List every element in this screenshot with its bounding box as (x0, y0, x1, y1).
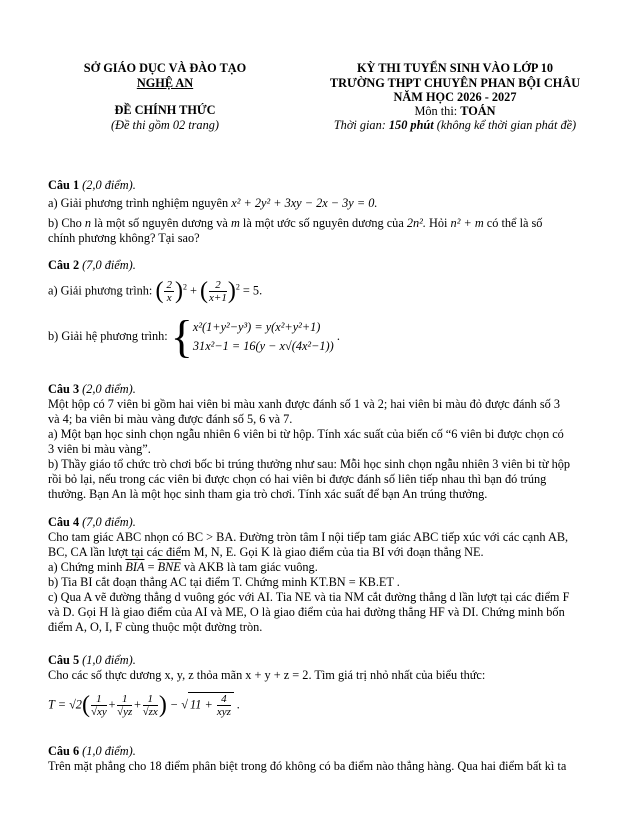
q5-expression: T = √2( $\frac{1}{√xy}$ + $\frac{1}{√yz}$ + $\frac{1}{√zx}$ ) − √ 11 + $\frac{4}{\text{xyz}}$ . (48, 692, 241, 719)
q2-a-tail: = 5. (242, 283, 263, 298)
q4-part-a (48, 560, 610, 575)
q1-b-t5: có thể là số (483, 216, 543, 230)
q2-b-eq1: x²(1+y²−y³) = y(x²+y²+1) (192, 320, 321, 335)
time-line (290, 118, 620, 133)
q6-p1: Trên mặt phẳng cho 18 điểm phân biệt trong đó không có ba điểm nào thẳng hàng. Qua hai điểm bất kì ta (48, 759, 567, 773)
q4-c2: và D. Gọi H là giao điểm của AI và ME, O là giao điểm của hai đường thẳng HF và DI. Chứng minh bốn (48, 605, 565, 619)
q1-b-m: m (230, 216, 240, 230)
exam-title: KỲ THI TUYỂN SINH VÀO LỚP 10 (356, 61, 554, 75)
q4-a-post: và AKB là tam giác vuông. (180, 560, 318, 574)
q2-a-text: a) Giải phương trình: (48, 283, 156, 298)
question-3-title (48, 382, 610, 397)
q2-b-text: b) Giải hệ phương trình: (48, 329, 171, 344)
q5-f3d: √zx (142, 706, 158, 719)
q4-p2: BC, CA lần lượt tại các điểm M, N, E. Gọi K là giao điểm của tia BI với đoạn thẳng NE. (48, 545, 484, 559)
q5-f4d: xyz (216, 706, 231, 719)
q2-frac1 (164, 279, 174, 304)
province-name (60, 76, 270, 91)
q2-title-text: Câu 2 (48, 258, 80, 272)
q3-p1: Một hộp có 7 viên bi gồm hai viên bi màu xanh được đánh số 1 và 2; hai viên bi màu đỏ được đánh số 3 (48, 397, 560, 411)
q5-points: (1,0 điểm). (79, 653, 136, 667)
q4-points: (7,0 điểm). (79, 515, 136, 529)
q1-b-t4: Hỏi (425, 216, 451, 230)
question-2 (48, 258, 610, 363)
q5-p1: Cho các số thực dương x, y, z thỏa mãn x + y + z = 2. Tìm giá trị nhỏ nhất của biểu thức: (48, 668, 486, 682)
q5-frac2 (117, 693, 132, 718)
question-1 (48, 178, 610, 246)
q5-f2d: √yz (117, 706, 133, 719)
q2-frac2-num: 2 (209, 279, 227, 292)
q2-frac1-num: 2 (166, 279, 172, 292)
q4-b1: b) Tia BI cắt đoạn thẳng AC tại điểm T. Chứng minh KT.BN = KB.ET . (48, 575, 400, 589)
q2-frac2-den: x+1 (209, 292, 227, 305)
q4-title-text: Câu 4 (48, 515, 80, 529)
q1-part-b (48, 216, 610, 231)
q5-f2n: 1 (117, 693, 132, 706)
q5-f1n: 1 (91, 693, 107, 706)
question-1-title (48, 178, 610, 193)
q5-frac4 (217, 693, 231, 718)
q2-frac1-den: x (166, 292, 172, 305)
q3-b1: b) Thầy giáo tổ chức trò chơi bốc bi trúng thưởng như sau: Mỗi học sinh chọn ngẫu nhiên 3 viên bi từ hộp (48, 457, 571, 471)
q1-points: (2,0 điểm). (79, 178, 136, 192)
q6-points: (1,0 điểm). (79, 744, 136, 758)
q5-f3n: 1 (143, 693, 158, 706)
province-text: NGHỆ AN (136, 76, 194, 90)
q2-b-eq2: 31x²−1 = 16(y − x√(4x²−1)) (192, 339, 334, 354)
question-6 (48, 744, 610, 774)
official-label: ĐỀ CHÍNH THỨC (114, 103, 216, 117)
time-value: 150 phút (388, 118, 434, 132)
q5-frac3 (143, 693, 158, 718)
question-2-title (48, 258, 610, 273)
school-year: NĂM HỌC 2026 - 2027 (393, 90, 517, 104)
q4-a-pre: a) Chứng minh (48, 560, 126, 574)
time-note: (không kể thời gian phát đề) (433, 118, 577, 132)
q1-a-equation: x² + 2y² + 3xy − 2x − 3y = 0. (231, 196, 378, 210)
q4-a-eq: = (144, 560, 158, 574)
q5-frac1 (91, 693, 107, 718)
q1-a-text: a) Giải phương trình nghiệm nguyên (48, 196, 232, 210)
q4-c3: điểm A, O, I, F cùng thuộc một đường tròn. (48, 620, 263, 634)
q3-title-text: Câu 3 (48, 382, 80, 396)
q4-c1: c) Qua A vẽ đường thẳng d vuông góc với AI. Tia NE và tia NM cắt đường thẳng d lần lượt tại các điểm F (48, 590, 570, 604)
q2-part-b: b) Giải hệ phương trình: { x²(1+y²−y³) = y(x²+y²+1) 31x²−1 = 16(y − x√(4x²−1)) . (48, 311, 340, 363)
q6-title-text: Câu 6 (48, 744, 80, 758)
q1-title-text: Câu 1 (48, 178, 80, 192)
q3-points: (2,0 điểm). (79, 382, 136, 396)
q1-part-a (48, 196, 610, 211)
question-4 (48, 515, 610, 635)
q1-b-n: n (84, 216, 92, 230)
q2-part-a: a) Giải phương trình: ( $\frac{2}{x}$ )$^2$ + ( $\frac{2}{x+1}$ )$^2$ = 5. (48, 278, 263, 305)
q5-f1d: √xy (90, 706, 107, 719)
q3-a2: 3 viên bi màu vàng”. (48, 442, 151, 456)
time-label: Thời gian: (333, 118, 389, 132)
q1-b-expr1: 2n². (406, 216, 426, 230)
q3-b3: thưởng. Bạn An là một học sinh tham gia trò chơi. Tính xác suất để bạn An trúng thưởng. (48, 487, 488, 501)
q4-a-angle1: $\overline{BIA}$ (125, 560, 145, 574)
q3-a1: a) Một bạn học sinh chọn ngẫu nhiên 6 viên bi từ hộp. Tính xác suất của biến cố “6 viên bi được chọn có (48, 427, 564, 441)
q5-f4n: 4 (217, 693, 231, 706)
q1-b-t2: là một số nguyên dương và (91, 216, 231, 230)
q1-b-t3: là một ước số nguyên dương của (239, 216, 407, 230)
page-count-note: (Đề thi gồm 02 trang) (111, 118, 219, 132)
question-5 (48, 653, 610, 720)
q3-b2: rồi bỏ lại, nếu trong các viên bi được chọn có hai viên bi được đánh số liên tiếp nhau thì bạn đó trúng (48, 472, 547, 486)
subject-label: Môn thi: (414, 104, 461, 118)
q4-a-angle2: $\overline{BNE}$ (157, 560, 181, 574)
question-3 (48, 382, 610, 502)
q1-b-expr2: n² + m (450, 216, 484, 230)
q1-b-line2: chính phương không? Tại sao? (48, 231, 200, 245)
question-6-title (48, 744, 610, 759)
subject-value: TOÁN (460, 104, 496, 118)
school-name: TRƯỜNG THPT CHUYÊN PHAN BỘI CHÂU (329, 76, 581, 90)
dept-name: SỞ GIÁO DỤC VÀ ĐÀO TẠO (83, 61, 247, 75)
q5-lhs: T = √2 (48, 697, 82, 712)
q2-frac2 (209, 279, 227, 304)
question-4-title (48, 515, 610, 530)
question-5-title (48, 653, 610, 668)
q5-root-pre: 11 + (190, 697, 216, 712)
q3-p2: và 4; ba viên bi màu vàng được đánh số 5, 6 và 7. (48, 412, 293, 426)
q1-b-t1: b) Cho (48, 216, 85, 230)
q5-title-text: Câu 5 (48, 653, 80, 667)
q2-points: (7,0 điểm). (79, 258, 136, 272)
q4-p1: Cho tam giác ABC nhọn có BC > BA. Đường tròn tâm I nội tiếp tam giác ABC tiếp xúc với các cạnh AB, (48, 530, 569, 544)
subject-line (290, 104, 620, 119)
